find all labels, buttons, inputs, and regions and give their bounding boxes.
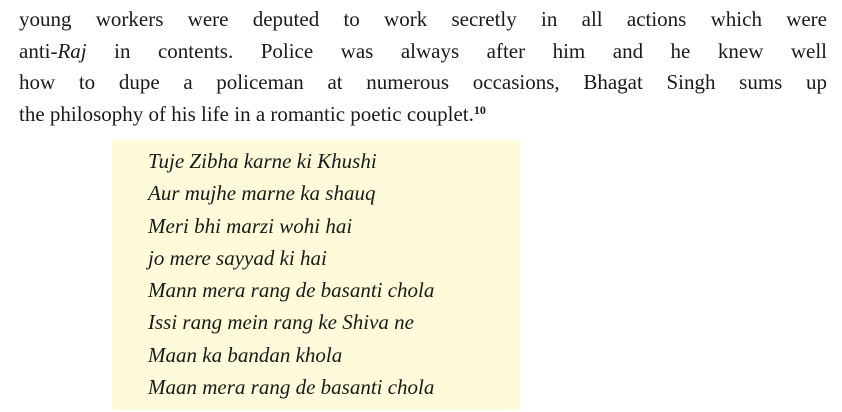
poem-line-5: Mann mera rang de basanti chola	[148, 278, 435, 303]
poem-block-highlighted	[112, 140, 520, 410]
poem-line-1: Tuje Zibha karne ki Khushi	[148, 149, 377, 173]
raj-emphasis: Raj	[57, 38, 87, 63]
poem-line-7: Maan ka bandan khola	[148, 342, 343, 367]
paragraph-line-4	[19, 99, 827, 131]
poem-line-6: Issi rang mein rang ke Shiva ne	[148, 310, 414, 335]
poem-line-4: jo mere sayyad ki hai	[148, 245, 327, 270]
poem-line-8: Maan mera rang de basanti chola	[148, 375, 435, 400]
paragraph-line-3: how to dupe a policeman at numerous occasions, Bhagat Singh sums up	[19, 70, 827, 94]
poem-line-2: Aur mujhe marne ka shauq	[148, 181, 376, 206]
footnote-marker: 10	[473, 102, 486, 117]
poem-line-3: Meri bhi marzi wohi hai	[148, 213, 353, 238]
paragraph-line-4-text: the philosophy of his life in a romantic poetic couplet.	[19, 101, 474, 126]
anti-prefix: anti-	[19, 38, 58, 63]
paragraph-line-2-rest: in contents. Police was always after him and he knew well	[114, 38, 827, 63]
body-paragraph	[19, 4, 827, 130]
paragraph-line-2	[19, 36, 827, 68]
paragraph-line-1: young workers were deputed to work secretly in all actions which were	[19, 7, 827, 31]
